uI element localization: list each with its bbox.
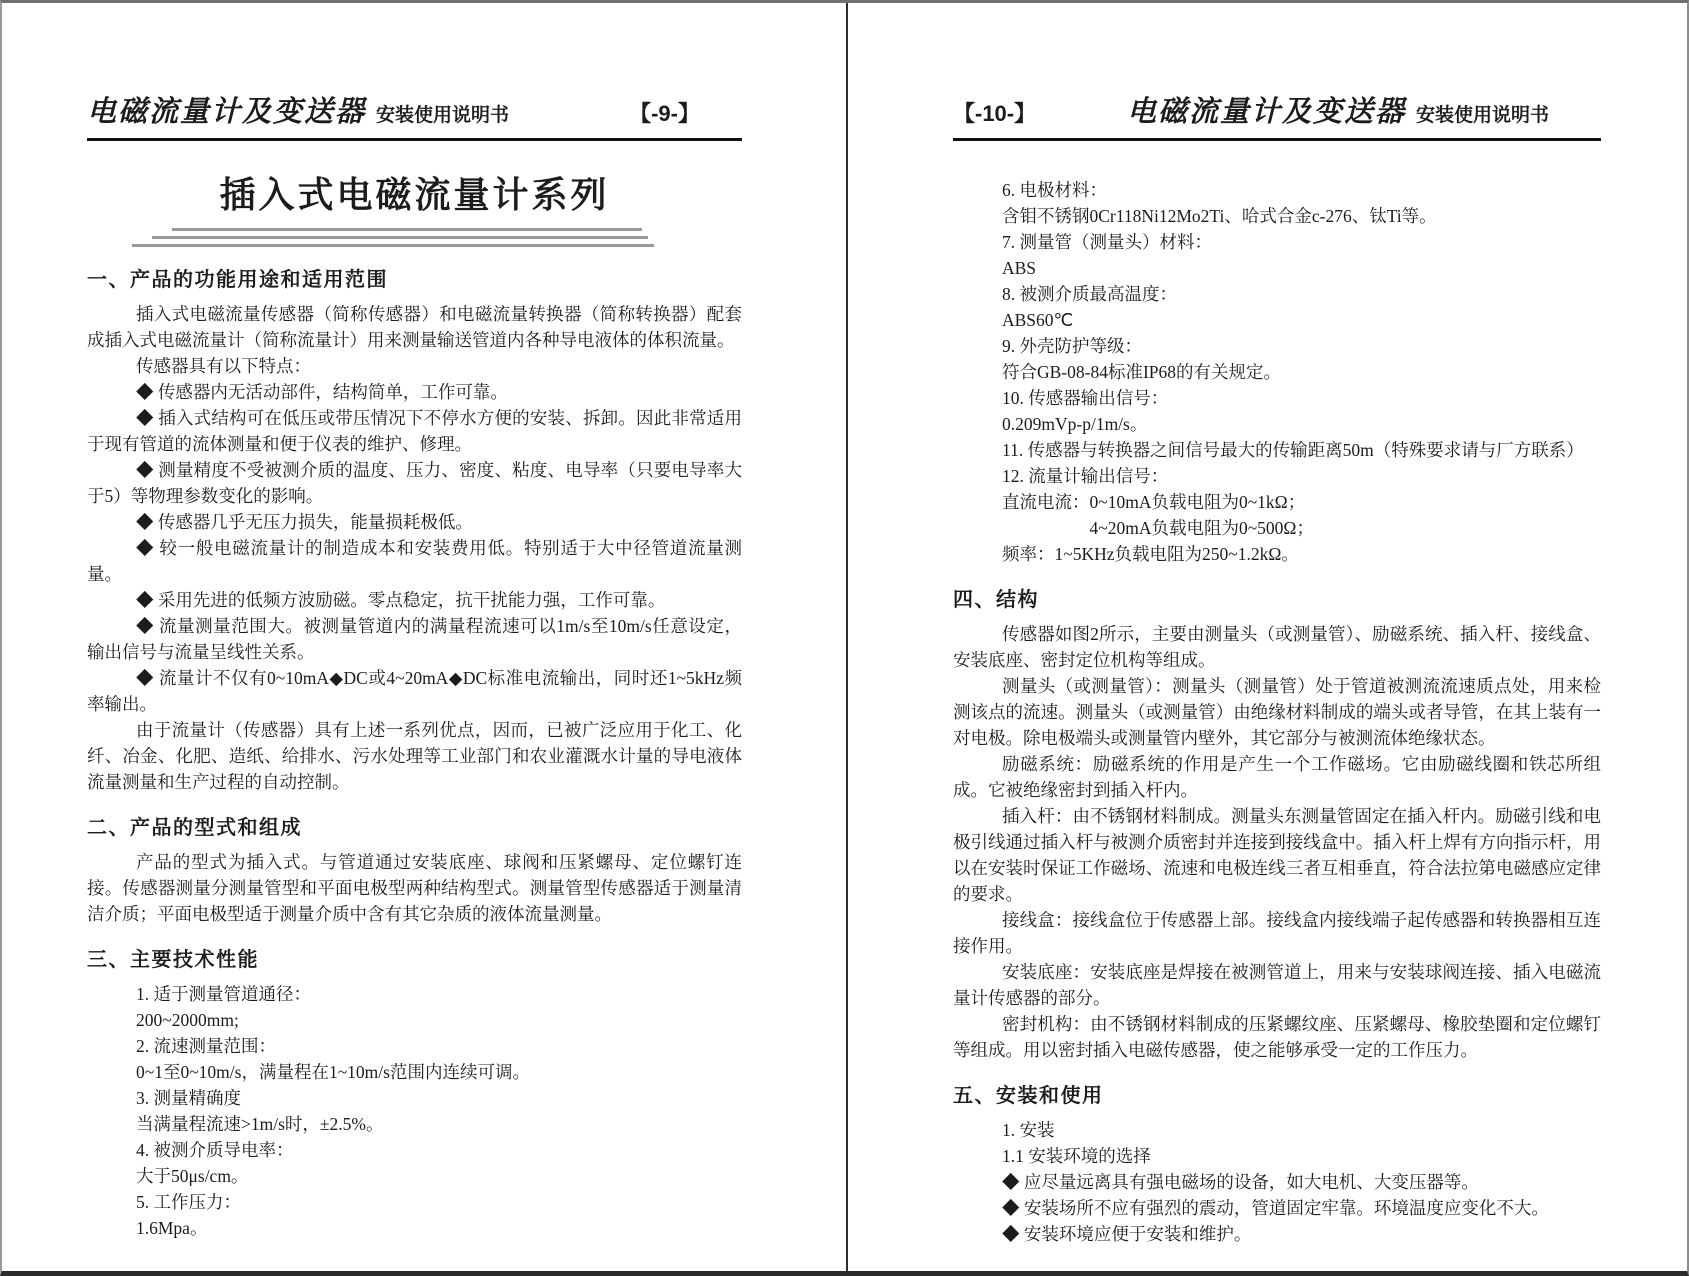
title-underline: [152, 236, 648, 239]
brand-title: 电磁流量计及变送器: [87, 96, 367, 128]
paragraph: 密封机构：由不锈钢材料制成的压紧螺纹座、压紧螺母、橡胶垫圈和定位螺钉等组成。用以密封插入电磁传感器，使之能够承受一定的工作压力。: [953, 1014, 1601, 1060]
left-page-header: [87, 3, 742, 141]
section-heading-5: 五、安装和使用: [953, 1085, 1104, 1107]
bullet-item: ◆ 较一般电磁流量计的制造成本和安装费用低。特别适于大中径管道流量测量。: [87, 538, 742, 584]
title-underline: [132, 244, 654, 247]
paragraph: 插入式电磁流量传感器（简称传感器）和电磁流量转换器（简称转换器）配套成插入式电磁流量计（简称流量计）用来测量输送管道内各种导电液体的体积流量。: [87, 304, 742, 350]
spec-value: 当满量程流速>1m/s时，±2.5%。: [136, 1114, 384, 1134]
page-number-marker: 【-10-】: [953, 101, 1037, 126]
spec-item: 9. 外壳防护等级：: [1002, 336, 1142, 356]
bullet-item: ◆ 流量计不仅有0~10mA◆DC或4~20mA◆DC标准电流输出，同时还1~5kHz频率输出。: [87, 668, 742, 714]
section-heading-3: 三、主要技术性能: [87, 949, 259, 971]
paragraph: 安装底座：安装底座是焊接在被测管道上，用来与安装球阀连接、插入电磁流量计传感器的部分。: [953, 962, 1601, 1008]
spec-value: 0~1至0~10m/s，满量程在1~10m/s范围内连续可调。: [136, 1062, 530, 1082]
bullet-item: ◆ 插入式结构可在低压或带压情况下不停水方便的安装、拆卸。因此非常适用于现有管道的流体测量和便于仪表的维护、修理。: [87, 408, 742, 454]
spec-list-continued: [953, 177, 1601, 567]
right-page-header: [953, 3, 1601, 141]
paragraph: 测量头（或测量管）：测量头（测量管）处于管道被测流流速质点处，用来检测该点的流速。测量头（或测量管）由绝缘材料制成的端头或者导管，在其上装有一对电极。除电极端头或测量管内壁外，其它部分与被测流体绝缘状态。: [953, 676, 1601, 748]
paragraph: 励磁系统：励磁系统的作用是产生一个工作磁场。它由励磁线圈和铁芯所组成。它被绝缘密封到插入杆内。: [953, 754, 1601, 800]
doc-subtitle: 安装使用说明书: [1415, 105, 1549, 126]
bullet-item: ◆ 应尽量远离具有强电磁场的设备，如大电机、大变压器等。: [1002, 1172, 1479, 1192]
spec-value: ABS60℃: [1002, 310, 1074, 330]
left-brand-group: [87, 89, 509, 130]
spec-item: 5. 工作压力：: [136, 1192, 241, 1212]
spec-value: 4~20mA负载电阻为0~500Ω；: [1089, 518, 1314, 538]
paragraph: 接线盒：接线盒位于传感器上部。接线盒内接线端子起传感器和转换器相互连接作用。: [953, 910, 1601, 956]
page-number-marker: 【-9-】: [629, 101, 700, 126]
spec-value: 200~2000mm;: [136, 1010, 239, 1030]
doc-subtitle: 安装使用说明书: [376, 105, 510, 126]
spec-item: 10. 传感器输出信号：: [1002, 388, 1169, 408]
bullet-item: ◆ 采用先进的低频方波励磁。零点稳定，抗干扰能力强，工作可靠。: [136, 590, 666, 610]
section-heading-4: 四、结构: [953, 589, 1039, 611]
bullet-item: ◆ 安装环境应便于安装和维护。: [1002, 1224, 1252, 1244]
section-heading-2: 二、产品的型式和组成: [87, 817, 302, 839]
spec-value: 含钼不锈钢0Cr118Ni12Mo2Ti、哈式合金c-276、钛Ti等。: [1002, 206, 1437, 226]
spec-value: 符合GB-08-84标准IP68的有关规定。: [1002, 362, 1282, 382]
paragraph: 由于流量计（传感器）具有上述一系列优点，因而，已被广泛应用于化工、化纤、冶金、化肥、造纸、给排水、污水处理等工业部门和农业灌溉水计量的导电液体流量测量和生产过程的自动控制。: [87, 720, 742, 792]
spec-item: 8. 被测介质最高温度：: [1002, 284, 1177, 304]
bullet-item: ◆ 传感器几乎无压力损失，能量损耗极低。: [136, 512, 473, 532]
spec-item: 6. 电极材料：: [1002, 180, 1107, 200]
bullet-item: ◆ 流量测量范围大。被测量管道内的满量程流速可以1m/s至10m/s任意设定，输出信号与流量呈线性关系。: [87, 616, 742, 662]
paragraph: 传感器具有以下特点：: [136, 356, 311, 376]
spec-value: 大于50μs/cm。: [136, 1166, 249, 1186]
bullet-item: ◆ 传感器内无活动部件，结构简单，工作可靠。: [136, 382, 508, 402]
spec-value: 1.6Mpa。: [136, 1218, 208, 1238]
paragraph: 产品的型式为插入式。与管道通过安装底座、球阀和压紧螺母、定位螺钉连接。传感器测量分测量管型和平面电极型两种结构型式。测量管型传感器适于测量清洁介质；平面电极型适于测量介质中含有其它杂质的液体流量测量。: [87, 852, 742, 924]
list-item: 1.1 安装环境的选择: [1002, 1146, 1151, 1166]
title-underline: [172, 228, 642, 231]
section-heading-1: 一、产品的功能用途和适用范围: [87, 269, 388, 291]
spec-value: ABS: [1002, 258, 1037, 278]
spec-item: 11. 传感器与转换器之间信号最大的传输距离50m（特殊要求请与厂方联系）: [1002, 440, 1584, 460]
list-item: 1. 安装: [1002, 1120, 1055, 1140]
right-brand-group: [1127, 89, 1601, 130]
spec-item: 1. 适于测量管道通径：: [136, 984, 311, 1004]
spec-value: 频率：1~5KHz负载电阻为250~1.2kΩ。: [1002, 544, 1299, 564]
main-title: 插入式电磁流量计系列: [219, 175, 610, 215]
spec-item: 2. 流速测量范围：: [136, 1036, 276, 1056]
bullet-item: ◆ 测量精度不受被测介质的温度、压力、密度、粘度、电导率（只要电导率大于5）等物理参数变化的影响。: [87, 460, 742, 506]
right-page: [848, 3, 1689, 1271]
spec-value: 0.209mVp-p/1m/s。: [1002, 414, 1148, 434]
paragraph: 插入杆：由不锈钢材料制成。测量头东测量管固定在插入杆内。励磁引线和电极引线通过插入杆与被测介质密封并连接到接线盒中。插入杆上焊有方向指示杆，用以在安装时保证工作磁场、流速和电极连线三者互相垂直，符合法拉第电磁感应定律的要求。: [953, 806, 1601, 904]
spec-item: 3. 测量精确度: [136, 1088, 241, 1108]
spec-item: 7. 测量管（测量头）材料：: [1002, 232, 1212, 252]
paragraph: 传感器如图2所示，主要由测量头（或测量管）、励磁系统、插入杆、接线盒、安装底座、密封定位机构等组成。: [953, 624, 1601, 670]
brand-title: 电磁流量计及变送器: [1126, 96, 1406, 128]
spec-item: 12. 流量计输出信号：: [1002, 466, 1169, 486]
spec-item: 4. 被测介质导电率：: [136, 1140, 294, 1160]
spec-value: 直流电流：0~10mA负载电阻为0~1kΩ；: [1002, 492, 1306, 512]
title-underline-group: [87, 228, 742, 247]
bullet-item: ◆ 安装场所不应有强烈的震动，管道固定牢靠。环境温度应变化不大。: [1002, 1198, 1549, 1218]
left-page: [2, 3, 847, 1271]
